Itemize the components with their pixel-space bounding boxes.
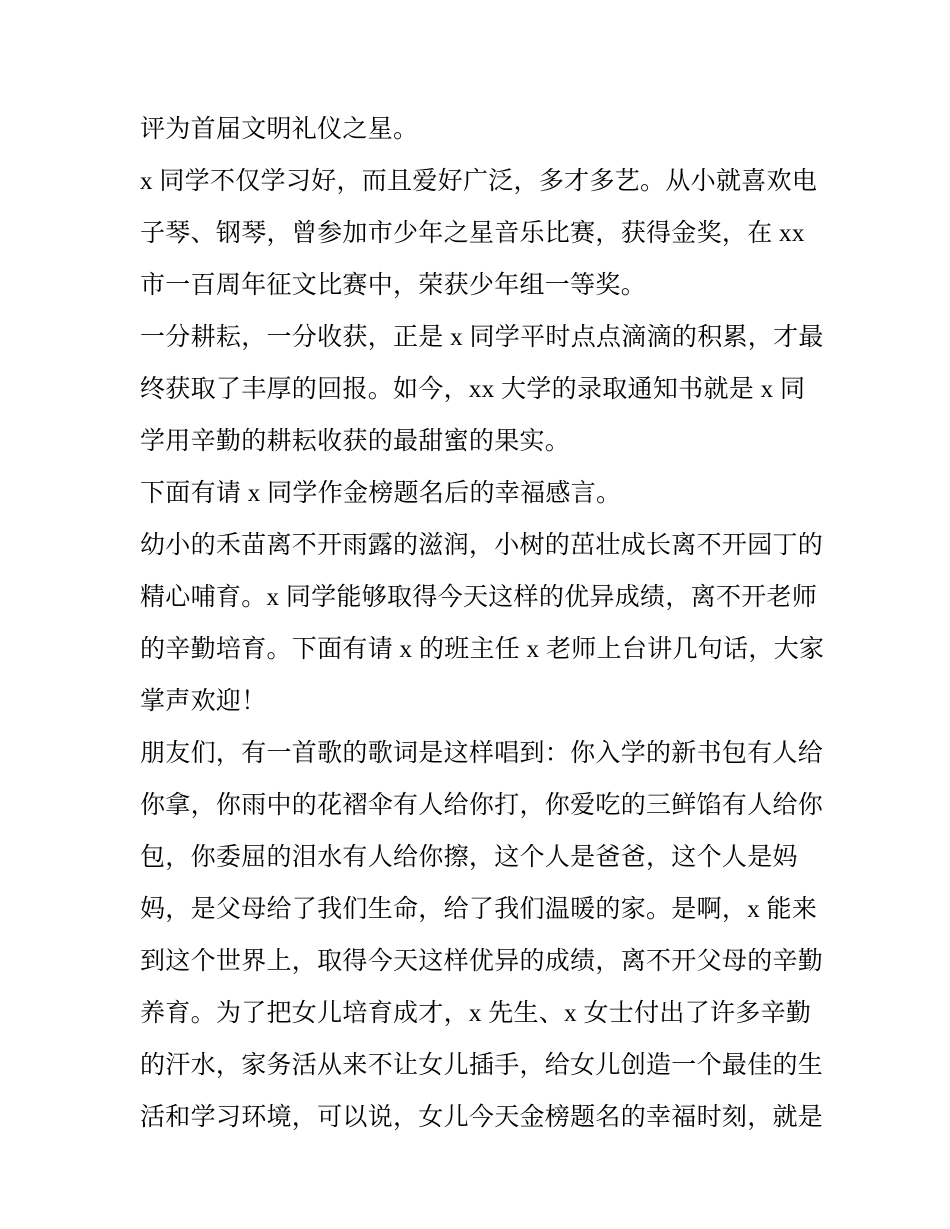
text-line: 下面有请 x 同学作金榜题名后的幸福感言。 [140,480,622,507]
document-body [140,104,825,1144]
text-line: 评为首届文明礼仪之星。 [140,116,419,143]
text-line: 的汗水，家务活从来不让女儿插手，给女儿创造一个最佳的生 [140,1052,824,1079]
text-line: 精心哺育。x 同学能够取得今天这样的优异成绩，离不开老师 [140,584,818,611]
text-line: 幼小的禾苗离不开雨露的滋润，小树的茁壮成长离不开园丁的 [140,532,824,559]
text-line: 掌声欢迎！ [140,688,267,715]
text-line: 养育。为了把女儿培育成才，x 先生、x 女士付出了许多辛勤 [140,1000,812,1027]
text-line: x 同学不仅学习好，而且爱好广泛，多才多艺。从小就喜欢电 [140,168,818,195]
text-line: 的辛勤培育。下面有请 x 的班主任 x 老师上台讲几句话，大家 [140,636,825,663]
text-line: 妈，是父母给了我们生命，给了我们温暖的家。是啊，x 能来 [140,896,818,923]
text-line: 包，你委屈的泪水有人给你擦，这个人是爸爸，这个人是妈 [140,844,798,871]
text-line: 活和学习环境，可以说，女儿今天金榜题名的幸福时刻，就是 [140,1104,824,1131]
text-line: 子琴、钢琴，曾参加市少年之星音乐比赛，获得金奖，在 xx [140,220,805,247]
text-line: 学用辛勤的耕耘收获的最甜蜜的果实。 [140,428,571,455]
text-line: 朋友们，有一首歌的歌词是这样唱到：你入学的新书包有人给 [140,740,824,767]
text-line: 你拿，你雨中的花褶伞有人给你打，你爱吃的三鲜馅有人给你 [140,792,824,819]
text-line: 到这个世界上，取得今天这样优异的成绩，离不开父母的辛勤 [140,948,824,975]
text-line: 市一百周年征文比赛中，荣获少年组一等奖。 [140,272,647,299]
text-line: 一分耕耘，一分收获，正是 x 同学平时点点滴滴的积累，才最 [140,324,824,351]
text-line: 终获取了丰厚的回报。如今，xx 大学的录取通知书就是 x 同 [140,376,806,403]
